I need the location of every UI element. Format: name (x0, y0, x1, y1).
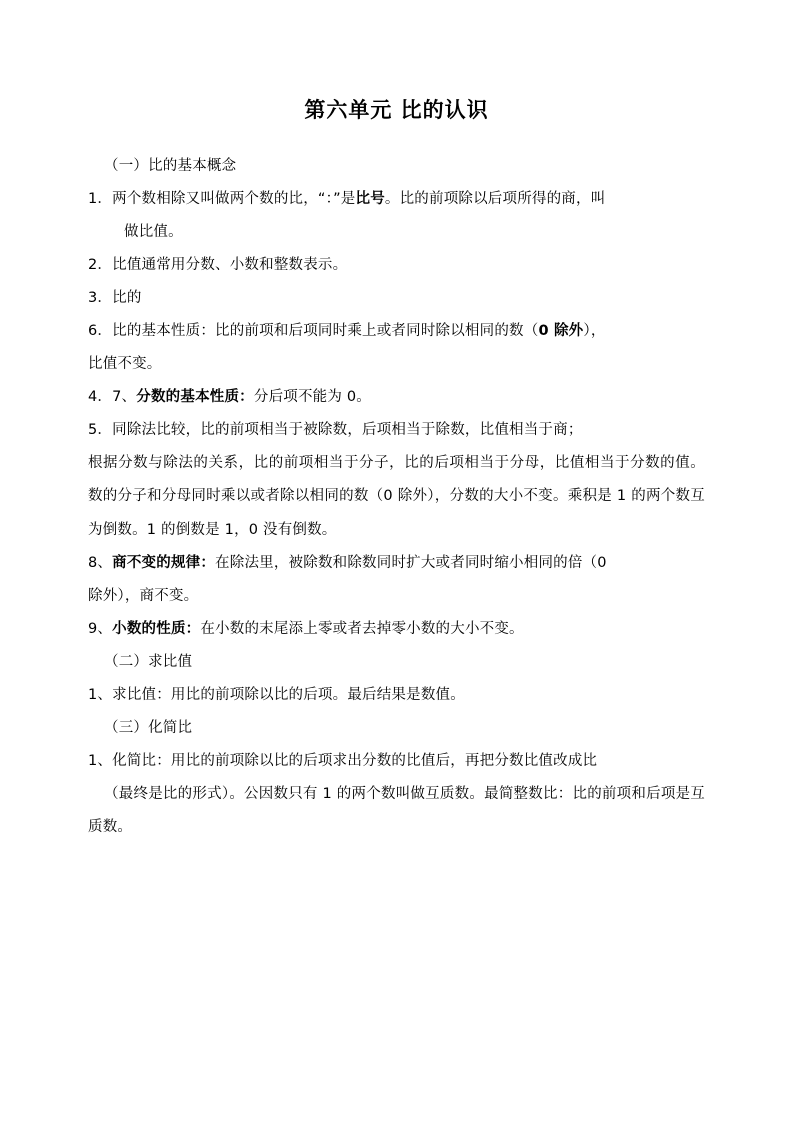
paragraph-item-3: 3．比的 (88, 290, 142, 307)
paragraph-item-5: 5．同除法比较，比的前项相当于被除数，后项相当于除数，比值相当于商； (88, 422, 583, 439)
section-heading-3: （三）化简比 (104, 719, 193, 736)
item-6-seg-2: ）， (583, 323, 606, 340)
paragraph-item-4-7 (88, 381, 705, 414)
item-1-seg-0: 1．两个数相除又叫做两个数的比，“：”是 (88, 191, 356, 208)
paragraph-item-8 (88, 547, 705, 580)
paragraph-hjb-1: 1、化简比：用比的前项除以比的后项求出分数的比值后，再把分数比值改成比 (88, 752, 598, 769)
item-47-seg-1: 分数的基本性质： (136, 389, 254, 406)
paragraph-item-1-cont: 做比值。 (124, 224, 183, 241)
paragraph-item-6 (88, 315, 705, 348)
item-47-seg-2: 分后项不能为 0。 (253, 389, 372, 406)
paragraph-item-6-cont: 比值不变。 (88, 356, 162, 373)
item-9-seg-2: 在小数的末尾添上零或者去掉零小数的大小不变。 (200, 620, 524, 637)
section-heading-2: （二）求比值 (104, 653, 193, 670)
paragraph-item-9 (88, 613, 705, 646)
item-9-seg-1: 小数的性质： (112, 620, 201, 637)
paragraph-qbz-1: 1、求比值：用比的前项除以比的后项。最后结果是数值。 (88, 686, 465, 703)
paragraph-item-5-body: 根据分数与除法的关系，比的前项相当于分子，比的后项相当于分母，比值相当于分数的值。数的分子和分母同时乘以或者除以相同的数（0 除外），分数的大小不变。乘积是 1 的两个数互为倒数。1 的倒数是 1，0 没有倒数。 (88, 455, 705, 538)
item-8-seg-0: 8、 (88, 554, 113, 571)
item-6-seg-0: 6．比的基本性质：比的前项和后项同时乘上或者同时除以相同的数（ (88, 323, 539, 340)
item-1-seg-1: 比号 (355, 191, 385, 208)
item-8-seg-2: 在除法里，被除数和除数同时扩大或者同时缩小相同的倍（0 (215, 554, 607, 571)
item-1-seg-2: 。比的前项除以后项所得的商，叫 (384, 191, 606, 208)
section-heading-1: （一）比的基本概念 (104, 158, 237, 174)
item-6-seg-1: 0 除外 (538, 323, 584, 340)
item-47-seg-0: 4．7、 (88, 389, 137, 406)
paragraph-item-8-cont: 除外），商不变。 (88, 587, 199, 604)
item-9-seg-0: 9、 (88, 620, 113, 637)
paragraph-item-2: 2．比值通常用分数、小数和整数表示。 (88, 257, 348, 274)
page-title: 第六单元 比的认识 (304, 98, 489, 122)
item-8-seg-1: 商不变的规律： (112, 554, 216, 571)
paragraph-hjb-1-body: （最终是比的形式）。公因数只有 1 的两个数叫做互质数。最简整数比：比的前项和后项是互质数。 (88, 785, 705, 835)
paragraph-item-1 (88, 183, 705, 216)
